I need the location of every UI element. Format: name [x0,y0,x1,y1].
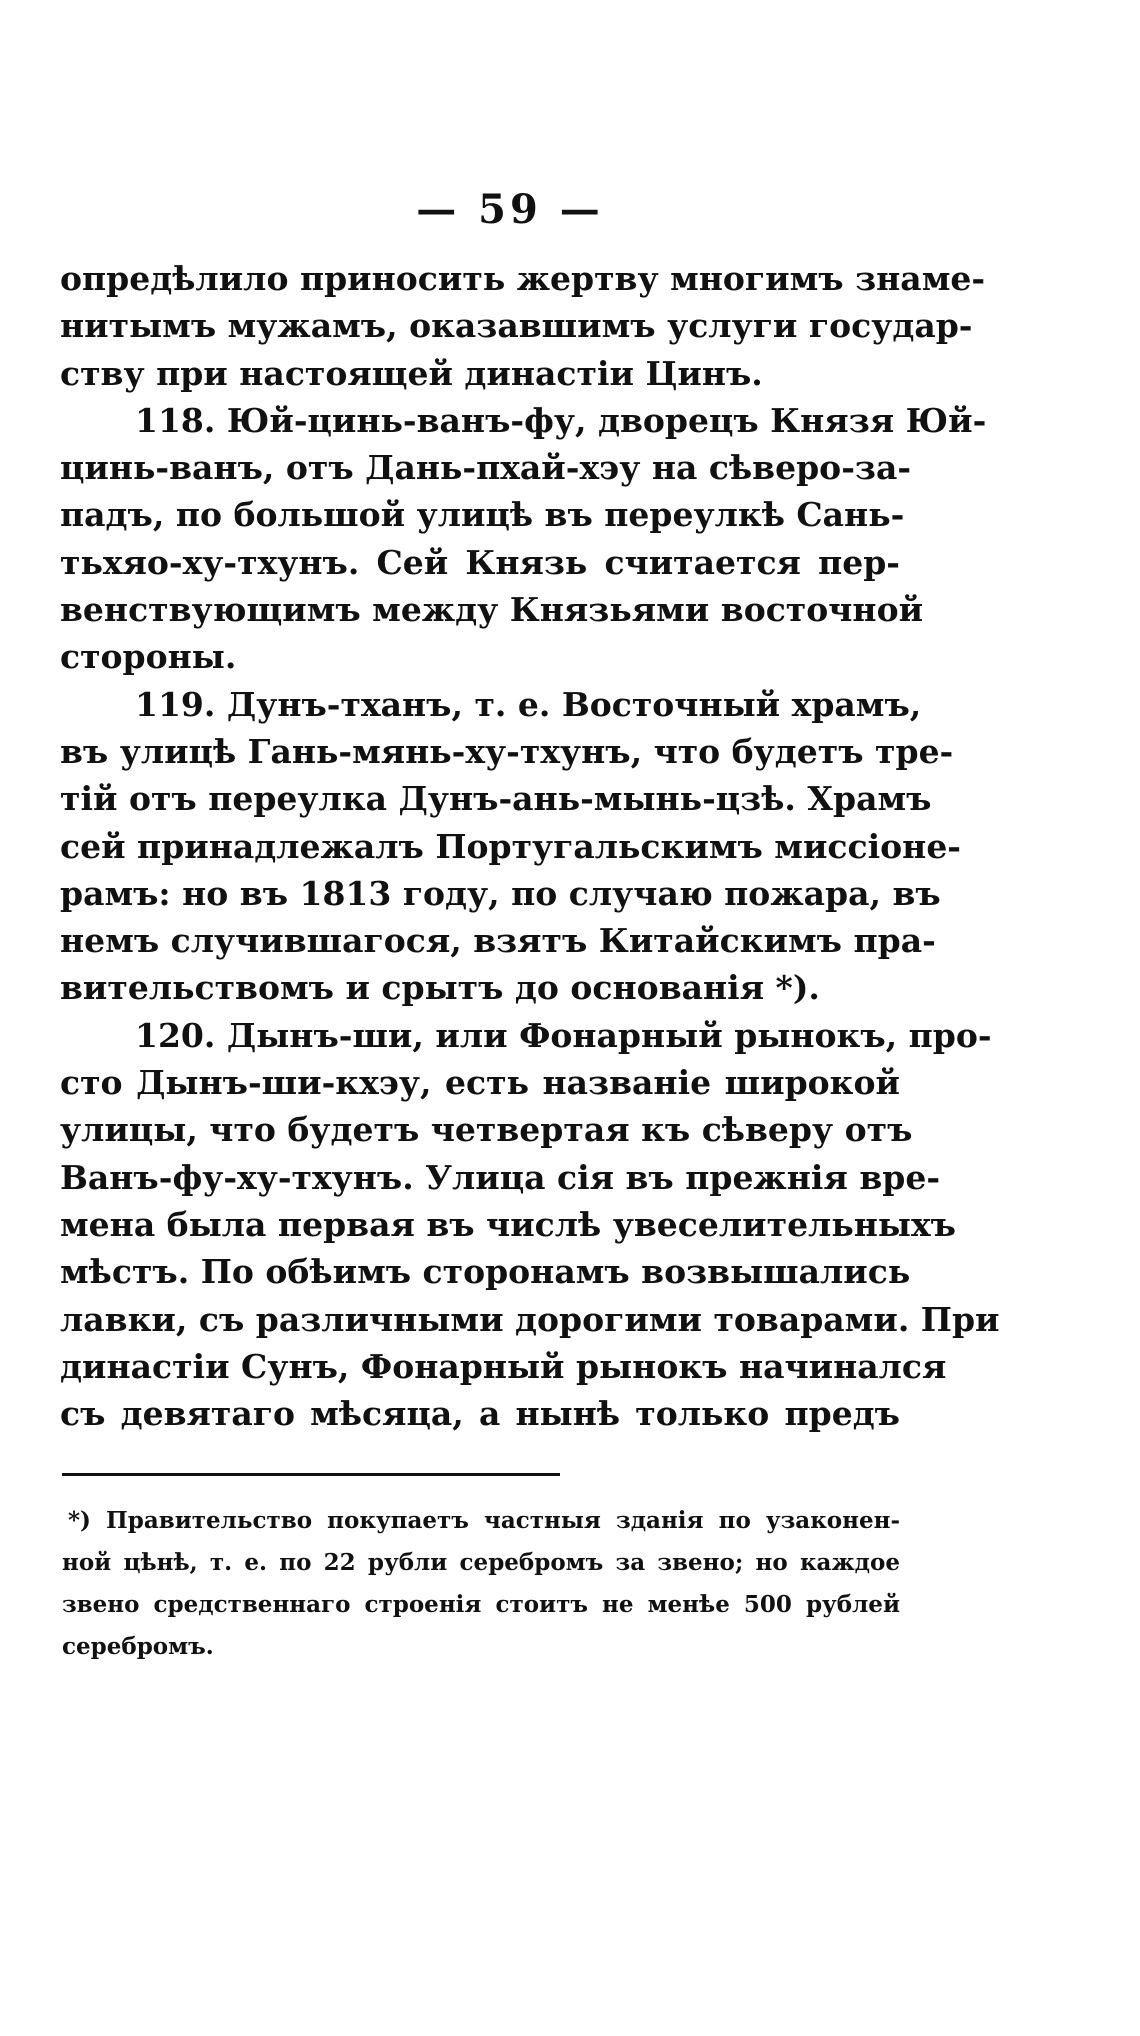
text-line: Ванъ-фу-ху-тхунъ. Улица сія въ прежнія вре- [60,1157,941,1197]
page-number: — 59 — [416,186,604,233]
text-line: 120. Дынъ-ши, или Фонарный рынокъ, про- [135,1015,992,1055]
text-line: вительствомъ и срытъ до основанія *). [60,968,820,1008]
text-line: цинь-ванъ, отъ Дань-пхай-хэу на сѣверо-за- [60,448,912,488]
text-line: лавки, съ различными дорогими товарами. При [60,1299,1000,1339]
text-line: ству при настоящей династіи Цинъ. [60,353,763,393]
text-line: въ улицѣ Гань-мянь-ху-тхунъ, что будетъ тре- [60,731,954,771]
footnote-line: *) Правительство покупаетъ частныя зданія по узаконен- [68,1507,900,1534]
footnote-line: серебромъ. [62,1633,214,1660]
text-line: сто Дынъ-ши-кхэу, есть названіе широкой [60,1063,900,1103]
text-line: венствующимъ между Князьями восточной [60,590,924,630]
text-line: 118. Юй-цинь-ванъ-фу, дворецъ Князя Юй- [135,400,987,440]
text-line: 119. Дунъ-тханъ, т. е. Восточный храмъ, [135,684,922,724]
text-line: тьхяо-ху-тхунъ. Сей Князь считается пер- [60,542,900,582]
text-line: стороны. [60,637,237,677]
main-text [60,255,1000,1437]
text-line: нитымъ мужамъ, оказавшимъ услуги государ- [60,306,973,346]
footnote [62,1500,900,1668]
text-line: рамъ: но въ 1813 году, по случаю пожара, въ [60,873,941,913]
text-line: мена была первая въ числѣ увеселительныхъ [60,1204,956,1244]
text-line: династіи Сунъ, Фонарный рынокъ начинался [60,1346,947,1386]
text-line: опредѣлило приносить жертву многимъ знаме- [60,259,986,298]
footnote-line: ной цѣнѣ, т. е. по 22 рубли серебромъ за звено; но каждое [62,1549,900,1576]
text-line: тій отъ переулка Дунъ-ань-мынь-цзѣ. Храмъ [60,779,932,819]
footnote-divider [62,1473,560,1476]
text-line: падъ, по большой улицѣ въ переулкѣ Сань- [60,495,905,535]
footnote-line: звено средственнаго строенія стоитъ не менѣе 500 рублей [62,1591,900,1618]
text-line: улицы, что будетъ четвертая къ сѣверу отъ [60,1110,913,1150]
text-line: мѣстъ. По обѣимъ сторонамъ возвышались [60,1252,911,1292]
text-line: съ девятаго мѣсяца, а нынѣ только предъ [60,1394,900,1434]
text-line: сей принадлежалъ Португальскимъ миссіоне- [60,826,962,866]
text-line: немъ случившагося, взятъ Китайскимъ пра- [60,921,936,961]
